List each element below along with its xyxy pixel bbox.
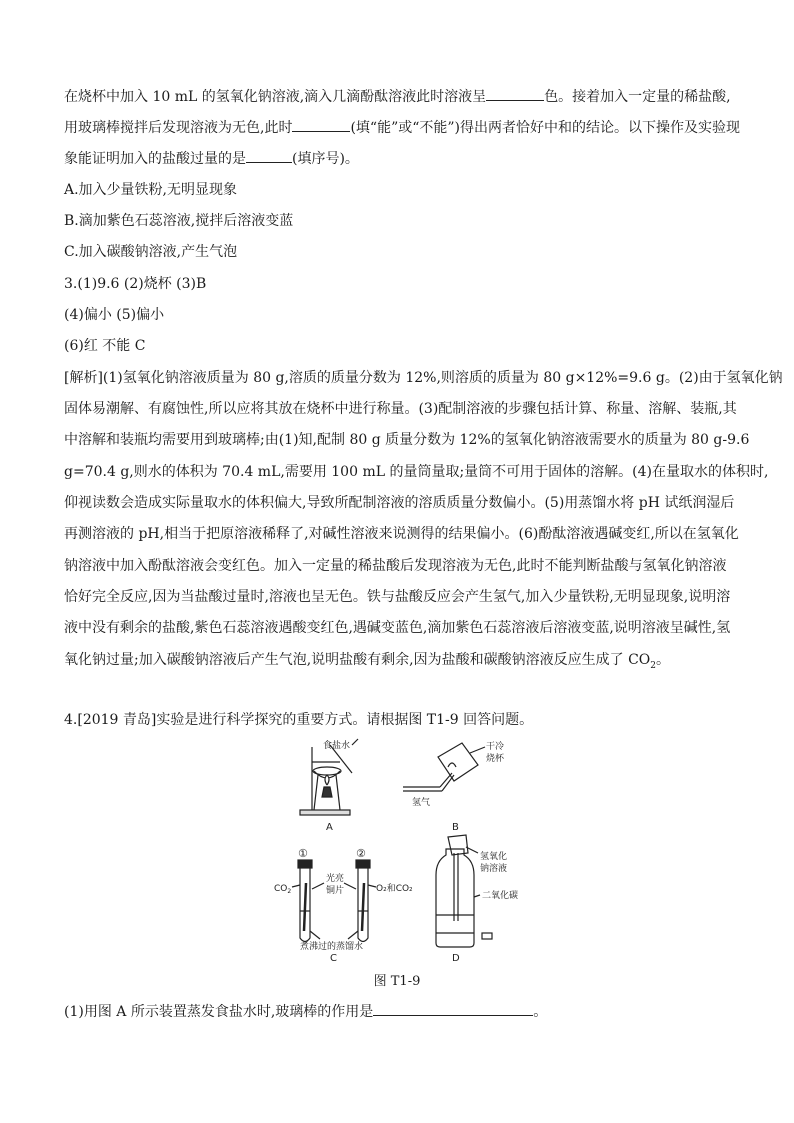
answer-blank[interactable] (373, 1001, 533, 1016)
text-span: 氧化钠过量;加入碳酸钠溶液后产生气泡,说明盐酸有剩余,因为盐酸和碳酸钠溶液反应生成了 CO (64, 652, 651, 668)
label-co2: $CO_2$ (274, 884, 292, 895)
q3-option-a: A.加入少量铁粉,无明显现象 (64, 182, 238, 198)
analysis-line: 恰好完全反应,因为当盐酸过量时,溶液也呈无色。铁与盐酸反应会产生氢气,加入少量铁粉,无明显现象,说明溶 (64, 589, 731, 605)
text-span: 。 (656, 652, 670, 668)
q3-stem-line2 (64, 117, 741, 138)
text-span: (填“能”或“不能”)得出两者恰好中和的结论。以下操作及实验现 (350, 120, 741, 136)
label-b: B (452, 822, 459, 833)
analysis-line: g=70.4 g,则水的体积为 70.4 mL,需要用 100 mL 的量筒量取;量筒不可用于固体的溶解。(4)在量取水的体积时, (64, 464, 769, 480)
analysis-line: 再测溶液的 pH,相当于把原溶液稀释了,对碱性溶液来说测得的结果偏小。(6)酚酞溶液遇碱变红,所以在氢氧化 (64, 526, 739, 542)
apparatus-c (292, 860, 376, 942)
analysis-line: 液中没有剩余的盐酸,紫色石蕊溶液遇酸变红色,遇碱变蓝色,滴加紫色石蕊溶液后溶液变蓝,说明溶液呈碱性,氢 (64, 620, 731, 636)
label-copper-2: 铜片 (326, 886, 345, 896)
text-span: 用玻璃棒搅拌后发现溶液为无色,此时 (64, 120, 293, 136)
analysis-line: 钠溶液中加入酚酞溶液会变红色。加入一定量的稀盐酸后发现溶液为无色,此时不能判断盐酸与氢氧化钠溶液 (64, 558, 727, 574)
label-d: D (452, 953, 460, 964)
text-span: (1)用图 A 所示装置蒸发食盐水时,玻璃棒的作用是 (64, 1004, 374, 1020)
subscript: 2 (650, 660, 656, 671)
label-carbon-dioxide: 二氧化碳 (482, 891, 519, 901)
text-span: (填序号)。 (292, 151, 359, 167)
label-naoh-1: 氢氧化 (480, 852, 508, 862)
label-tube-1: ① (298, 847, 308, 860)
label-dry-cold-2: 烧杯 (486, 754, 505, 764)
q3-answer-line1: 3.(1)9.6 (2)烧杯 (3)B (64, 276, 207, 292)
figure-caption: 图 T1-9 (373, 974, 421, 989)
label-dry-cold-1: 干冷 (486, 742, 505, 752)
answer-blank[interactable] (292, 117, 350, 132)
q3-stem-line3 (64, 148, 734, 169)
q3-stem-line1 (64, 86, 734, 107)
label-c: C (330, 953, 337, 964)
q3-answer-line3: (6)红 不能 C (64, 338, 146, 354)
q3-answer-line2: (4)偏小 (5)偏小 (64, 307, 165, 323)
label-a: A (326, 822, 333, 833)
text-span: 色。接着加入一定量的稀盐酸, (544, 89, 731, 105)
analysis-line: 中溶解和装瓶均需要用到玻璃棒;由(1)知,配制 80 g 质量分数为 12%的氢氧化钠溶液需要水的质量为 80 g-9.6 (64, 432, 750, 448)
label-copper-1: 光亮 (326, 874, 345, 884)
q3-option-c: C.加入碳酸钠溶液,产生气泡 (64, 244, 238, 260)
q4-sub1 (64, 1001, 734, 1022)
label-hydrogen: 氢气 (412, 798, 431, 808)
text-span: 。 (533, 1004, 548, 1020)
q3-option-b: B.滴加紫色石蕊溶液,搅拌后溶液变蓝 (64, 213, 294, 229)
q4-stem: 4.[2019 青岛]实验是进行科学探究的重要方式。请根据图 T1-9 回答问题。 (64, 712, 534, 728)
label-boiled-water: 煮沸过的蒸馏水 (300, 942, 364, 952)
text-span: 在烧杯中加入 10 mL 的氢氧化钠溶液,滴入几滴酚酞溶液此时溶液呈 (64, 89, 487, 105)
analysis-line: [解析](1)氢氧化钠溶液质量为 80 g,溶质的质量分数为 12%,则溶质的质量为 80 g×12%=9.6 g。(2)由于氢氧化钠 (64, 370, 783, 386)
label-naoh-2: 钠溶液 (480, 864, 508, 874)
label-o2-co2: O₂和CO₂ (376, 884, 413, 894)
analysis-line: 仰视读数会造成实际量取水的体积偏大,导致所配制溶液的溶质质量分数偏小。(5)用蒸馏水将 pH 试纸润湿后 (64, 495, 735, 511)
label-salt-water: 食盐水 (323, 741, 351, 751)
text-span: 象能证明加入的盐酸过量的是 (64, 151, 246, 167)
experiment-figure (0, 735, 794, 970)
analysis-line: 固体易潮解、有腐蚀性,所以应将其放在烧杯中进行称量。(3)配制溶液的步骤包括计算、称量、溶解、装瓶,其 (64, 401, 737, 417)
answer-blank[interactable] (246, 148, 292, 163)
answer-blank[interactable] (486, 86, 544, 101)
label-tube-2: ② (356, 847, 366, 860)
apparatus-b (403, 743, 485, 791)
analysis-line-last (64, 650, 734, 676)
